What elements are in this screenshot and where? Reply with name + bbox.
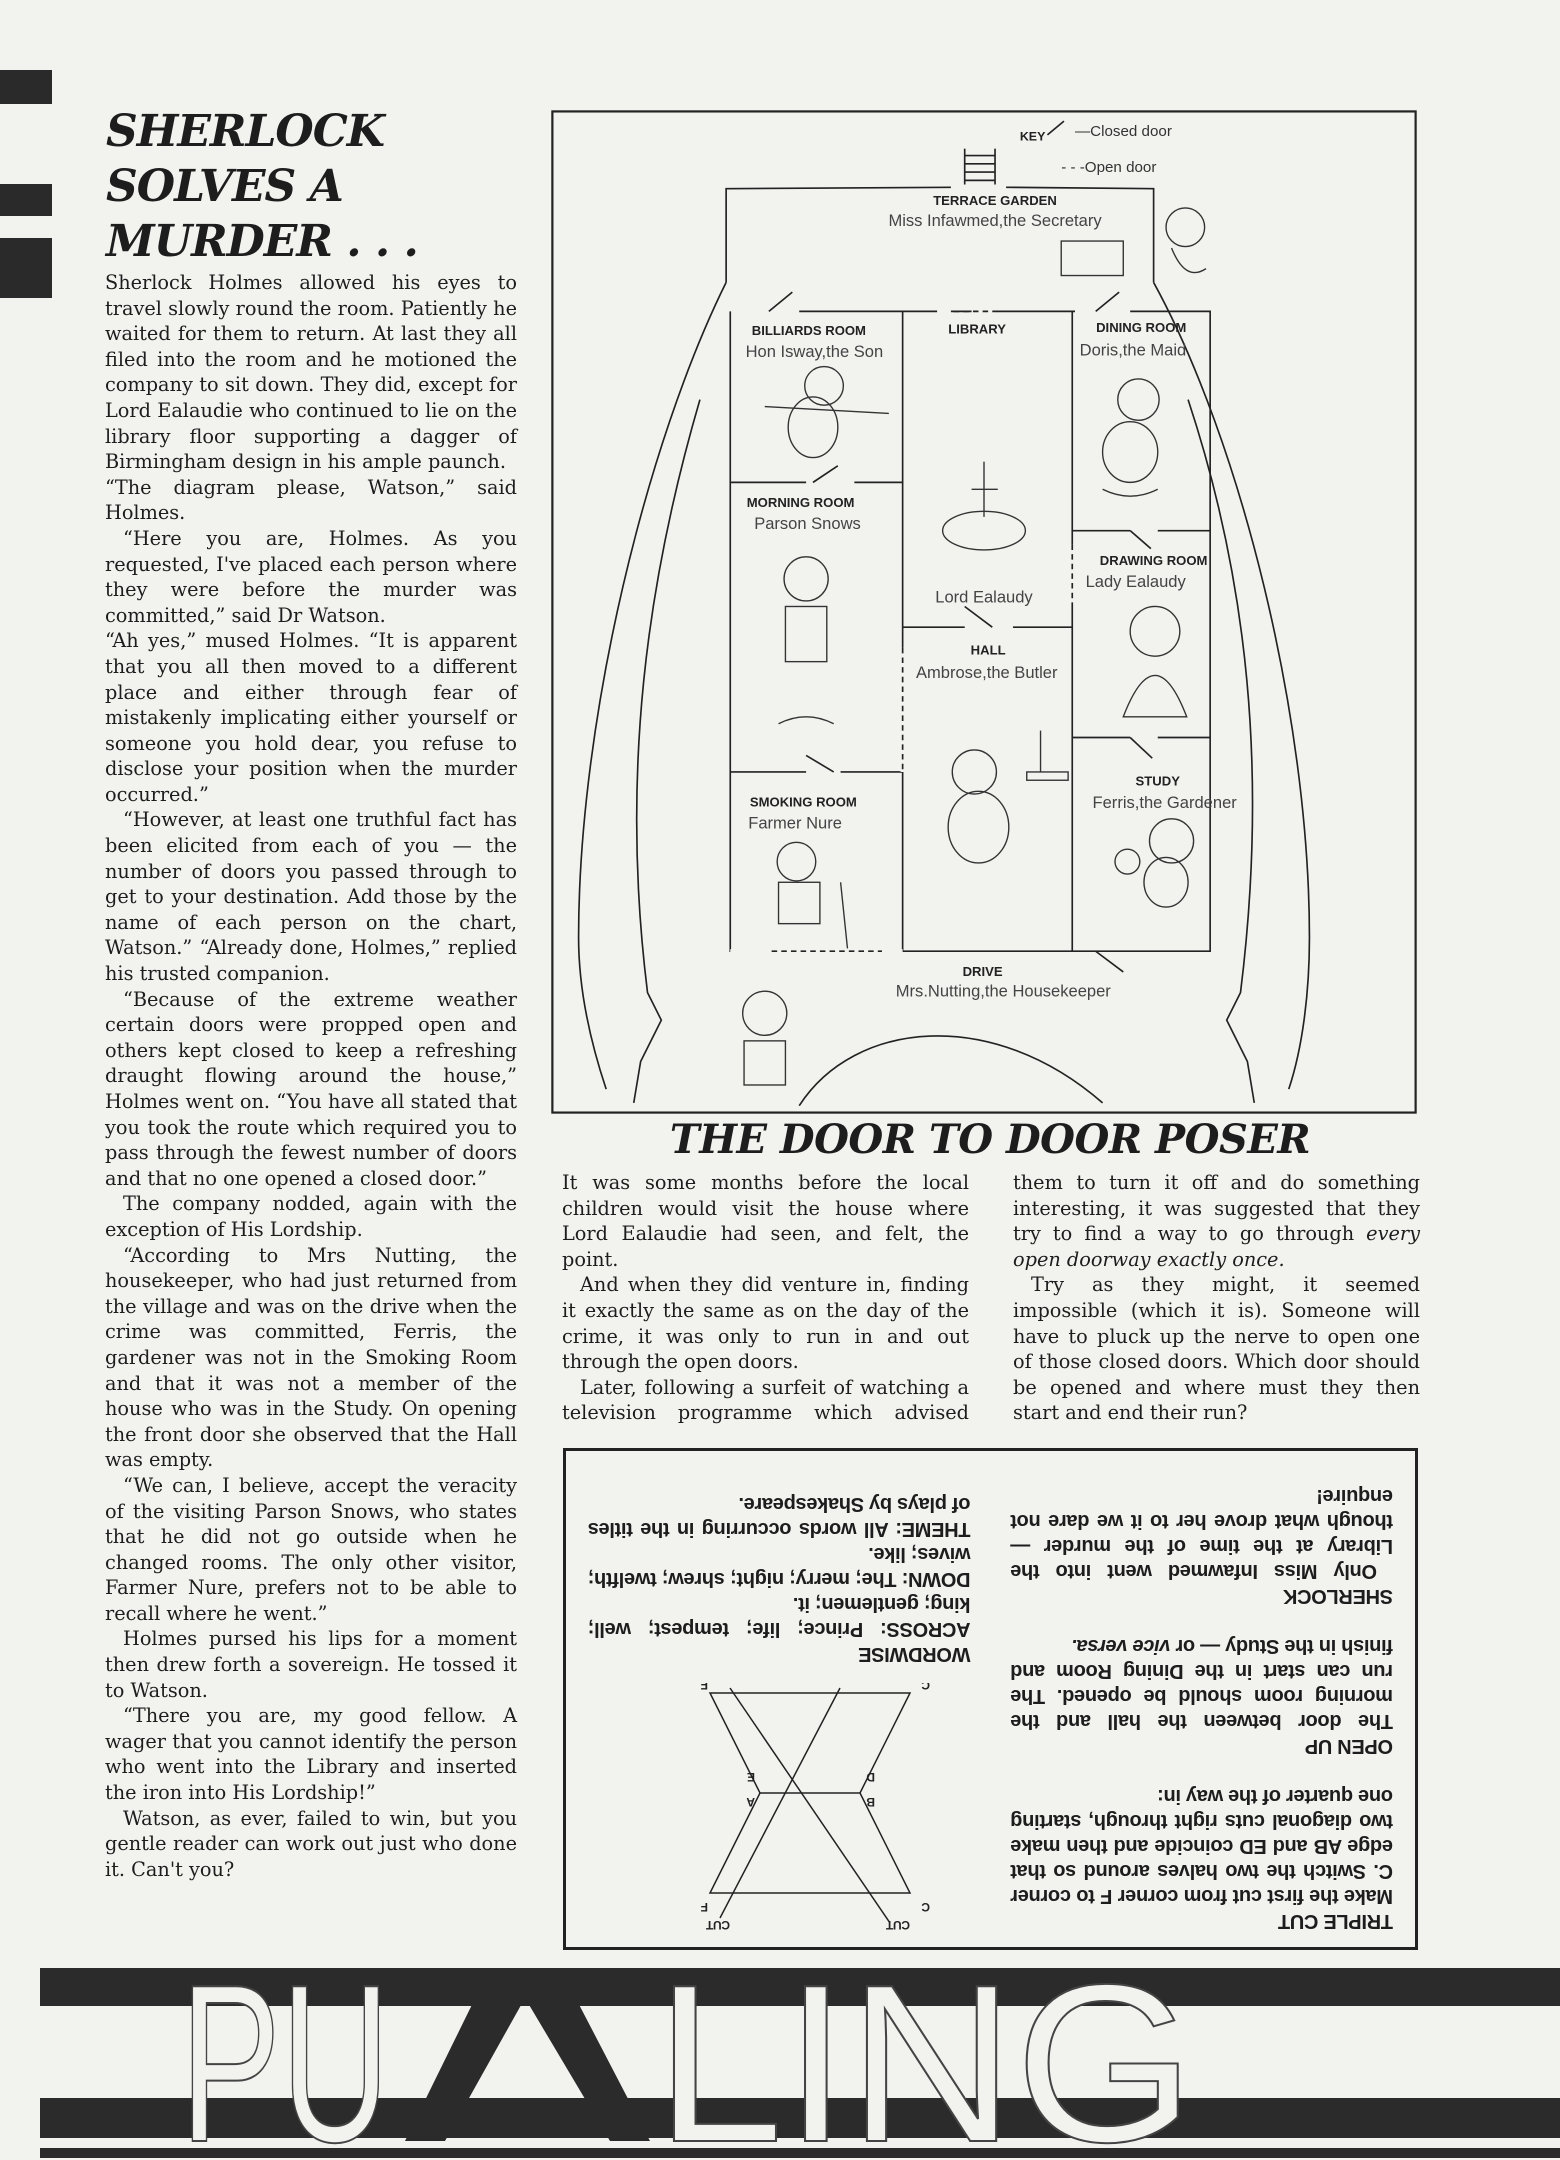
- edge-tab: [0, 70, 52, 104]
- text: Later, following a surfeit of watching a television programme which advised them to turn it off and do something interesting, it was suggested that they try to find a way to go through: [562, 1171, 1420, 1425]
- paragraph: “Ah yes,” mused Holmes. “It is apparent that you all then moved to a different place and either through fear of mistakenly implicating either yourself or someone you hold dear, you refuse to disclose your position when the murder occurred.”: [105, 629, 517, 806]
- banner-letters: PU: [180, 1958, 390, 2158]
- person-lady: Lady Ealaudy: [1085, 572, 1186, 592]
- closed-door: [1130, 531, 1151, 549]
- key-open-door: - - -Open door: [1061, 159, 1157, 177]
- outer-path-right: [1154, 282, 1310, 1089]
- label: D: [867, 1770, 876, 1784]
- room-label-hall: HALL: [970, 642, 1006, 658]
- title-line: SOLVES A: [106, 161, 343, 212]
- paragraph: “However, at least one truthful fact has been elicited from each of you — the number of doors you passed through to get to your destination. Add those by the name of each person on the chart, Watson.” “Already done, Holmes,” replied his trusted companion.: [105, 808, 517, 986]
- answer-title: OPEN UP: [1305, 1735, 1393, 1757]
- room-label-dining: DINING ROOM: [1096, 320, 1187, 336]
- answer-open-up: [1011, 1633, 1394, 1758]
- answer-title: WORDWISE: [858, 1643, 971, 1665]
- room-label-study: STUDY: [1135, 773, 1180, 789]
- answer-sherlock: [1011, 1483, 1394, 1608]
- closed-door: [1096, 292, 1119, 311]
- maid-figure-icon: [1103, 379, 1160, 496]
- label: CUT: [706, 1918, 731, 1932]
- person-farmer: Farmer Nure: [748, 813, 842, 833]
- poser-title: THE DOOR TO DOOR POSER: [669, 1116, 1311, 1163]
- paragraph: It was some months before the local children would visit the house where Lord Ealaudie had seen, and felt, the point.: [562, 1171, 969, 1271]
- edge-tab: [0, 238, 52, 298]
- room-label-drawing: DRAWING ROOM: [1099, 553, 1208, 569]
- label: B: [867, 1795, 876, 1809]
- room-label-morning: MORNING ROOM: [746, 495, 855, 511]
- paragraph: “The diagram please, Watson,” said Holmes.: [105, 475, 517, 525]
- paragraph: “We can, I believe, accept the veracity of the visiting Parson Snows, who states that he did not go outside when he changed rooms. The only other visitor, Farmer Nure, prefers not to be able to recall where he went.”: [105, 1473, 517, 1625]
- steps-icon: [965, 149, 995, 185]
- paragraph: “There you are, my good fellow. A wager that you cannot identify the person who went into the Library and inserted the iron into His Lordship!”: [105, 1704, 517, 1805]
- person-gardener: Ferris,the Gardener: [1092, 792, 1237, 812]
- banner-letters: LING: [655, 1958, 1195, 2158]
- room-label-smoking: SMOKING ROOM: [749, 794, 857, 810]
- cut-line: [721, 1688, 841, 1918]
- edge-tab: [0, 184, 52, 216]
- answer-text: DOWN: The; merry; night; shrew; twelfth; wives; like.: [588, 1543, 971, 1590]
- label: A: [747, 1795, 756, 1809]
- poser-body: [562, 1170, 1420, 1426]
- closed-door: [1096, 951, 1124, 972]
- person-housekeeper: Mrs.Nutting,the Housekeeper: [895, 981, 1111, 1001]
- paragraph: “Because of the extreme weather certain doors were propped open and others kept closed to keep a refreshing draught flowing around the house,” Holmes went on. “You have all stated that you took the route which required you to pass through the fewest number of doors and that no one opened a closed door.”: [105, 987, 517, 1190]
- article-title: [106, 104, 526, 269]
- closed-door-key-icon: [1047, 121, 1064, 135]
- outer-path-left: [579, 282, 727, 1089]
- label: F: [701, 1900, 709, 1914]
- closed-door: [769, 292, 792, 311]
- paragraph: “Here you are, Holmes. As you requested, I've placed each person where they were before the murder was committed,” said Dr Watson.: [105, 526, 517, 627]
- key-label: KEY: [1019, 129, 1046, 144]
- paragraph: Sherlock Holmes allowed his eyes to travel slowly round the room. Patiently he waited for them to return. At last they all filed into the room and he motioned the company to sit down. They did, except for Lord Ealaudie who continued to lie on the library floor supporting a dagger of Birmingham design in his ample paunch.: [105, 271, 517, 474]
- person-maid: Doris,the Maid: [1079, 340, 1187, 360]
- answer-text: ACROSS: Prince; life; tempest; well; king; gentlemen; it.: [588, 1593, 971, 1640]
- room-label-billiards: BILLIARDS ROOM: [751, 322, 866, 338]
- person-butler: Ambrose,the Butler: [916, 663, 1058, 683]
- answer-text-italic: vice versa.: [1071, 1635, 1171, 1657]
- label: E: [747, 1770, 756, 1784]
- answer-title: TRIPLE CUT: [1278, 1910, 1393, 1932]
- lady-figure-icon: [1123, 606, 1186, 716]
- title-line: SHERLOCK: [106, 106, 384, 157]
- triple-cut-figure: [591, 1683, 971, 1933]
- answers-box: [563, 1448, 1418, 1950]
- label: CUT: [886, 1918, 911, 1932]
- room-label-drive: DRIVE: [962, 964, 1003, 980]
- puzzling-banner-logo: [40, 1958, 1560, 2158]
- label: C: [922, 1683, 931, 1692]
- son-figure-icon: [765, 367, 889, 458]
- farmer-figure-icon: [777, 842, 847, 948]
- answers-column: [1011, 1465, 1394, 1933]
- butler-figure-icon: [948, 731, 1068, 863]
- title-line: MURDER . . .: [106, 216, 418, 267]
- person-secretary: Miss Infawmed,the Secretary: [888, 210, 1102, 230]
- paragraph: Try as they might, it seemed impossible (which it is). Someone will have to pluck up the nerve to open one of those closed doors. Which door should be opened and where must they then start and end their run?: [1013, 1273, 1420, 1425]
- label: F: [701, 1683, 709, 1692]
- room-label-library: LIBRARY: [948, 321, 1006, 337]
- paragraph: Watson, as ever, failed to win, but you gentle reader can work out just who done it. Can't you?: [105, 1806, 517, 1881]
- person-lord: Lord Ealaudy: [935, 587, 1033, 607]
- house-floor-plan: [551, 110, 1417, 1114]
- housekeeper-figure-icon: [743, 991, 787, 1085]
- closed-door: [806, 755, 834, 772]
- paragraph: Holmes pursed his lips for a moment then drew forth a sovereign. He tossed it to Watson.: [105, 1627, 517, 1702]
- answer-text: Make the first cut from corner F to corner C. Switch the two halves around so that edge AB and ED coincide and then make two diagonal cuts right through, starting one quarter of the way in:: [1010, 1785, 1393, 1907]
- key-closed-door: —Closed door: [1075, 123, 1172, 141]
- answer-title: SHERLOCK: [1283, 1585, 1393, 1607]
- person-son: Hon Isway,the Son: [745, 341, 884, 361]
- answers-column: [588, 1465, 971, 1933]
- gardener-figure-icon: [1115, 819, 1194, 907]
- answer-wordwise: [588, 1491, 971, 1666]
- answer-triple-cut: [1011, 1783, 1394, 1933]
- closed-door: [965, 606, 993, 627]
- paragraph: And when they did venture in, finding it exactly the same as on the day of the crime, it was only to run in and out through the open doors.: [562, 1273, 969, 1374]
- closed-door: [1130, 737, 1152, 758]
- paragraph: The company nodded, again with the exception of His Lordship.: [105, 1192, 517, 1241]
- article-body: [105, 270, 517, 1882]
- closed-door: [813, 466, 838, 483]
- drive-arc: [799, 1036, 1102, 1106]
- paragraph: “According to Mrs Nutting, the housekeeper, who had just returned from the village and was on the drive when the crime was committed, Ferris, the gardener was not in the Smoking Room and that it was not a member of the house who was in the Study. On opening the front door she observed that the Hall was empty.: [105, 1243, 517, 1472]
- lord-figure-icon: [943, 462, 1026, 550]
- parson-figure-icon: [779, 557, 834, 724]
- inner-path-right: [1188, 400, 1254, 1103]
- answer-text: Only Miss Infawmed went into the Library at the time of the murder — though what drove her to it we dare not enquire!: [1010, 1485, 1393, 1582]
- answer-text: The door between the hall and the morning room should be opened. The run can start in the Dining Room and finish in the Study — or: [1010, 1635, 1393, 1732]
- emphasis: every open doorway exactly once.: [1013, 1222, 1420, 1271]
- label: C: [922, 1900, 931, 1914]
- person-parson: Parson Snows: [754, 514, 861, 534]
- room-label-terrace: TERRACE GARDEN: [933, 193, 1057, 209]
- answer-text: THEME: All words occurring in the titles of plays by Shakespeare.: [588, 1493, 971, 1540]
- diagram-frame: [552, 111, 1415, 1112]
